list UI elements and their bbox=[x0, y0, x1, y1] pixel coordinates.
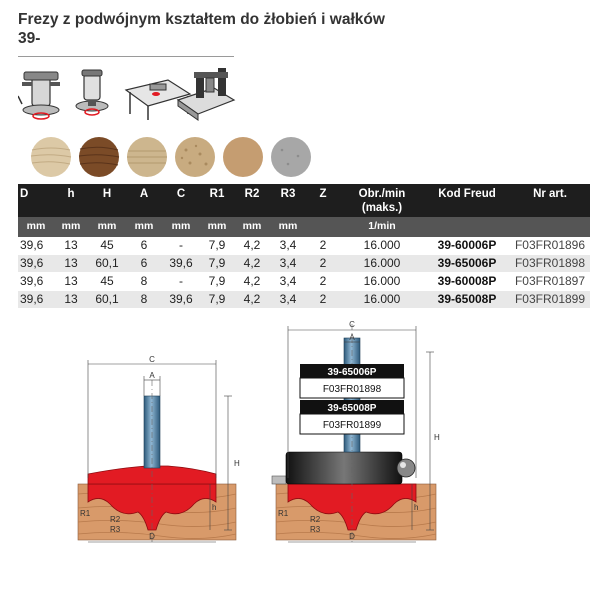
cell: 45 bbox=[88, 237, 126, 255]
table-units-row bbox=[18, 217, 590, 237]
cell: 16.000 bbox=[340, 255, 424, 273]
col-header: Nr art. bbox=[510, 184, 590, 217]
col-header-speed: Obr./min (maks.) bbox=[340, 184, 424, 217]
col-header: Z bbox=[306, 184, 340, 217]
spec-table bbox=[18, 184, 590, 309]
title-divider bbox=[18, 56, 234, 57]
article-number: F03FR01898 bbox=[510, 255, 590, 273]
unit-cell bbox=[510, 217, 590, 237]
machine-icons bbox=[18, 66, 238, 124]
title-line-2: 39- bbox=[18, 30, 41, 47]
cell: 39,6 bbox=[18, 273, 54, 291]
cell: 8 bbox=[126, 273, 162, 291]
drawing-with-bearing bbox=[272, 320, 440, 544]
table-row bbox=[18, 255, 590, 273]
col-header: h bbox=[54, 184, 88, 217]
plywood-sample bbox=[127, 137, 167, 177]
col-header: A bbox=[126, 184, 162, 217]
cell: 2 bbox=[306, 237, 340, 255]
cell: 6 bbox=[126, 255, 162, 273]
unit-cell: 1/min bbox=[340, 217, 424, 237]
cell: 60,1 bbox=[88, 255, 126, 273]
cell: 45 bbox=[88, 273, 126, 291]
col-header: H bbox=[88, 184, 126, 217]
cell: 13 bbox=[54, 237, 88, 255]
product-code: 39-60006P bbox=[424, 237, 510, 255]
label-r3: R3 bbox=[110, 525, 121, 534]
unit-cell bbox=[306, 217, 340, 237]
label-h-lower: h bbox=[414, 503, 419, 512]
unit-cell: mm bbox=[200, 217, 234, 237]
callout1-art: F03FR01898 bbox=[322, 384, 382, 395]
cell: 4,2 bbox=[234, 273, 270, 291]
label-r2: R2 bbox=[310, 515, 321, 524]
cell: 39,6 bbox=[18, 291, 54, 309]
chipboard-sample bbox=[175, 137, 215, 177]
mdf-sample bbox=[223, 137, 263, 177]
label-c: C bbox=[149, 355, 155, 364]
cell: 60,1 bbox=[88, 291, 126, 309]
label-r3: R3 bbox=[310, 525, 321, 534]
cell: 7,9 bbox=[200, 291, 234, 309]
cell: 39,6 bbox=[162, 291, 200, 309]
col-header: D bbox=[18, 184, 54, 217]
material-samples bbox=[18, 136, 318, 180]
table-row bbox=[18, 273, 590, 291]
cell: - bbox=[162, 237, 200, 255]
label-h-upper: H bbox=[234, 459, 240, 468]
article-number: F03FR01896 bbox=[510, 237, 590, 255]
cell: 16.000 bbox=[340, 237, 424, 255]
col-header: R1 bbox=[200, 184, 234, 217]
label-r1: R1 bbox=[278, 509, 289, 518]
cell: 4,2 bbox=[234, 291, 270, 309]
cell: 3,4 bbox=[270, 291, 306, 309]
cell: 13 bbox=[54, 273, 88, 291]
table-row bbox=[18, 291, 590, 309]
label-d: D bbox=[349, 532, 355, 541]
cell: 3,4 bbox=[270, 237, 306, 255]
unit-cell: mm bbox=[270, 217, 306, 237]
cell: 2 bbox=[306, 273, 340, 291]
col-header: Kod Freud bbox=[424, 184, 510, 217]
label-c: C bbox=[349, 320, 355, 329]
callout2-art: F03FR01899 bbox=[322, 420, 382, 431]
unit-cell: mm bbox=[54, 217, 88, 237]
unit-cell: mm bbox=[88, 217, 126, 237]
label-a: A bbox=[149, 371, 155, 380]
unit-cell: mm bbox=[18, 217, 54, 237]
table-row bbox=[18, 237, 590, 255]
drawing-no-bearing bbox=[78, 355, 240, 544]
cell: 8 bbox=[126, 291, 162, 309]
product-code: 39-65008P bbox=[424, 291, 510, 309]
label-h-upper: H bbox=[434, 433, 440, 442]
table-header-row bbox=[18, 184, 590, 217]
cell: 4,2 bbox=[234, 255, 270, 273]
cell: 39,6 bbox=[18, 255, 54, 273]
label-r2: R2 bbox=[110, 515, 121, 524]
compact-router-icon bbox=[76, 70, 108, 115]
cell: 39,6 bbox=[162, 255, 200, 273]
title-line-1: Frezy z podwójnym kształtem do żłobień i wałków bbox=[18, 11, 385, 28]
cell: 16.000 bbox=[340, 291, 424, 309]
dark-wood-sample bbox=[79, 137, 119, 177]
unit-cell: mm bbox=[234, 217, 270, 237]
cell: 7,9 bbox=[200, 255, 234, 273]
unit-cell: mm bbox=[162, 217, 200, 237]
unit-cell bbox=[424, 217, 510, 237]
cell: - bbox=[162, 273, 200, 291]
product-code: 39-60008P bbox=[424, 273, 510, 291]
cell: 3,4 bbox=[270, 273, 306, 291]
col-header: R2 bbox=[234, 184, 270, 217]
laminate-sample bbox=[271, 137, 311, 177]
col-header: C bbox=[162, 184, 200, 217]
page-title bbox=[18, 10, 578, 48]
hand-router-icon bbox=[18, 72, 60, 119]
article-number: F03FR01899 bbox=[510, 291, 590, 309]
label-a: A bbox=[349, 333, 355, 342]
cell: 13 bbox=[54, 255, 88, 273]
cell: 2 bbox=[306, 255, 340, 273]
cell: 2 bbox=[306, 291, 340, 309]
cell: 39,6 bbox=[18, 237, 54, 255]
cell: 7,9 bbox=[200, 237, 234, 255]
label-d: D bbox=[149, 532, 155, 541]
cell: 16.000 bbox=[340, 273, 424, 291]
label-h-lower: h bbox=[212, 503, 217, 512]
technical-drawings bbox=[60, 318, 460, 548]
light-wood-sample bbox=[31, 137, 71, 177]
unit-cell: mm bbox=[126, 217, 162, 237]
cell: 3,4 bbox=[270, 255, 306, 273]
product-code: 39-65006P bbox=[424, 255, 510, 273]
article-number: F03FR01897 bbox=[510, 273, 590, 291]
cell: 13 bbox=[54, 291, 88, 309]
callout1-code: 39-65006P bbox=[327, 367, 377, 378]
cell: 7,9 bbox=[200, 273, 234, 291]
cell: 4,2 bbox=[234, 237, 270, 255]
callout2-code: 39-65008P bbox=[327, 403, 377, 414]
label-r1: R1 bbox=[80, 509, 91, 518]
col-header: R3 bbox=[270, 184, 306, 217]
cell: 6 bbox=[126, 237, 162, 255]
